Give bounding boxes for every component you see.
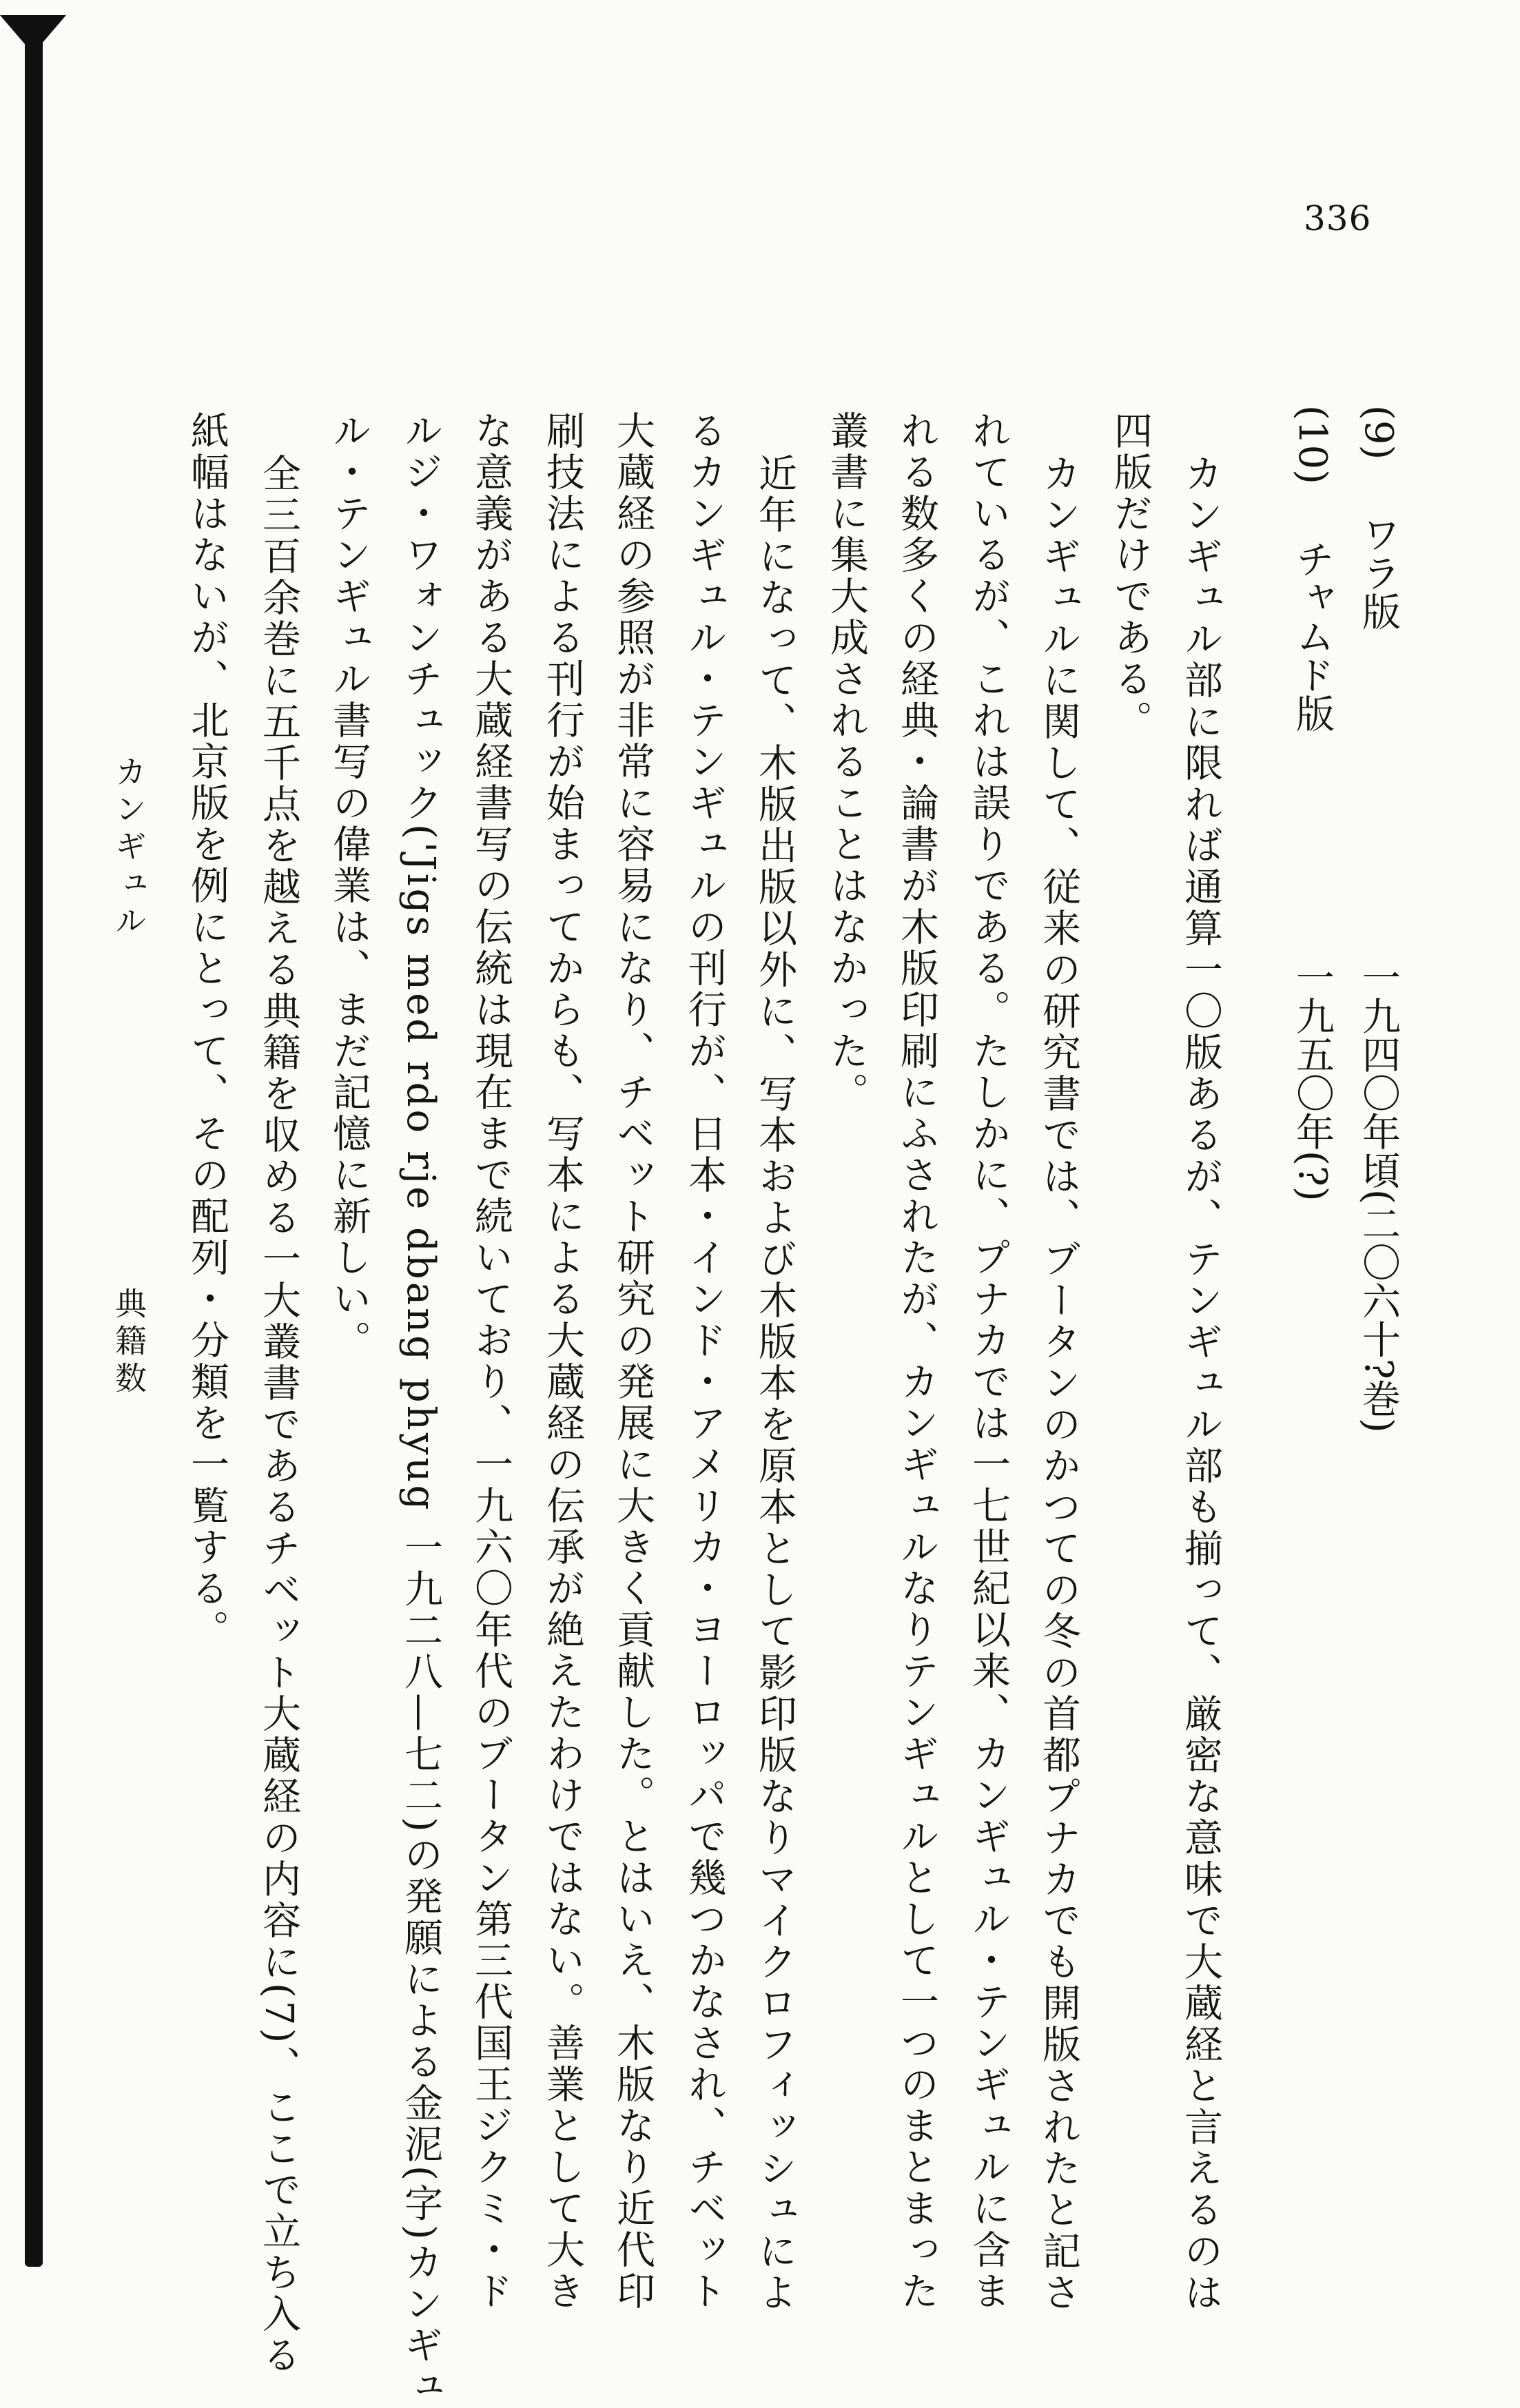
list-number: (9) <box>1356 405 1401 460</box>
list-name: ワラ版 <box>1356 515 1401 631</box>
paragraph-line: 紙幅はないが、北京版を例にとって、その配列・分類を一覧する。 <box>185 411 229 1651</box>
list-date: 一九五〇年(?) <box>1290 958 1335 1202</box>
paragraph-line: 四版だけである。 <box>1108 411 1153 741</box>
paragraph-line: カンギュル部に限れば通算一〇版あるが、テンギュル部も揃って、厳密な意味で大蔵経と言えるのは <box>1178 453 1223 2314</box>
paragraph-line: 近年になって、木版出版以外に、写本および木版本を原本として影印版なりマイクロフィッシュによ <box>752 453 797 2314</box>
binding-cap <box>0 15 66 54</box>
list-item <box>1356 405 1401 631</box>
paragraph-line: ルジ・ワォンチュック('Jigs med rdo rje dbang phyug 一九二八—七二)の発願による金泥(字)カンギュ <box>398 411 443 2408</box>
table-label-kangyur: カンギュル <box>110 755 147 941</box>
paragraph-line: 叢書に集大成されることはなかった。 <box>824 411 869 1113</box>
paragraph-line: ル・テンギュル書写の偉業は、まだ記憶に新しい。 <box>327 411 371 1361</box>
paragraph-line: 大蔵経の参照が非常に容易になり、チベット研究の発展に大きく貢献した。とはいえ、木版なり近代印 <box>610 411 655 2312</box>
paragraph-line: れる数多くの経典・論書が木版印刷にふされたが、カンギュルなりテンギュルとして一つのまとまった <box>894 411 939 2312</box>
list-name: チャムド版 <box>1290 539 1335 732</box>
list-date: 一九四〇年頃(二〇六十?巻) <box>1356 958 1401 1433</box>
list-number: (10) <box>1290 405 1335 484</box>
paragraph-line: カンギュルに関して、従来の研究書では、ブータンのかつての冬の首都プナカでも開版されたと記さ <box>1036 453 1081 2314</box>
paragraph-line: れているが、これは誤りである。たしかに、プナカでは一七世紀以来、カンギュル・テンギュルに含ま <box>966 411 1011 2312</box>
page-number: 336 <box>1304 198 1372 238</box>
paragraph-line: るカンギュル・テンギュルの刊行が、日本・インド・アメリカ・ヨーロッパで幾つかなされ、チベット <box>682 411 727 2312</box>
paragraph-line: 全三百余巻に五千点を越える典籍を収める一大叢書であるチベット大蔵経の内容に(7)、ここで立ち入る <box>256 453 301 2377</box>
list-item <box>1290 405 1335 732</box>
paragraph-line: 刷技法による刊行が始まってからも、写本による大蔵経の伝承が絶えたわけではない。善業として大き <box>540 411 585 2312</box>
table-label-count: 典籍数 <box>110 1287 147 1399</box>
paragraph-line: な意義がある大蔵経書写の伝統は現在まで続いており、一九六〇年代のブータン第三代国王ジクミ・ド <box>469 411 513 2312</box>
binding-bar <box>25 19 43 2267</box>
